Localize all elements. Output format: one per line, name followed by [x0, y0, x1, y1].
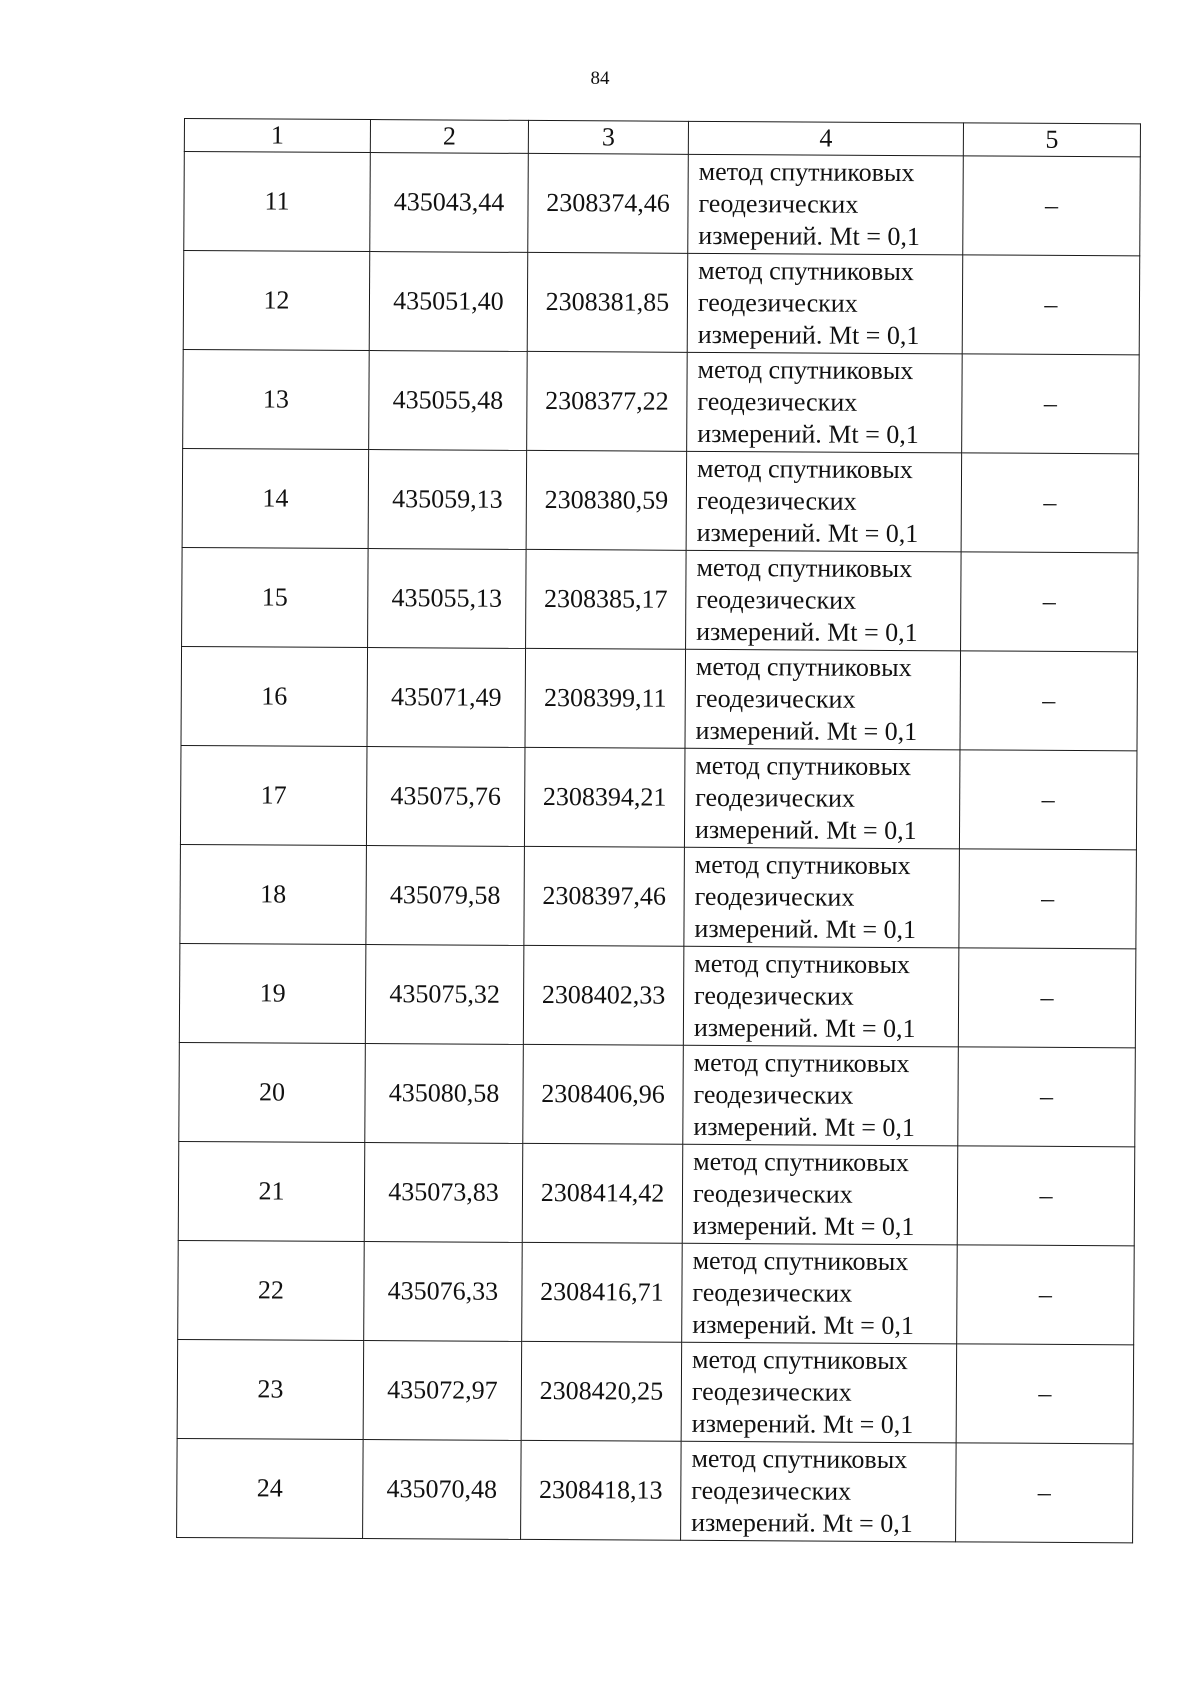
y-coordinate-cell: 2308406,96	[523, 1044, 684, 1144]
point-number-cell: 12	[183, 251, 370, 351]
note-cell: –	[963, 156, 1141, 256]
point-number-cell: 14	[182, 448, 369, 548]
x-coordinate-cell: 435051,40	[369, 252, 528, 352]
method-cell: метод спутниковых геодезических измерений. Mt = 0,1	[687, 253, 963, 354]
note-cell: –	[959, 849, 1137, 949]
x-coordinate-cell: 435055,48	[369, 351, 528, 451]
point-number-cell: 21	[178, 1141, 365, 1241]
method-cell: метод спутниковых геодезических измерений. Mt = 0,1	[687, 352, 963, 453]
y-coordinate-cell: 2308394,21	[524, 747, 685, 847]
method-cell: метод спутниковых геодезических измерений. Mt = 0,1	[688, 154, 964, 255]
y-coordinate-cell: 2308381,85	[527, 252, 688, 352]
method-cell: метод спутниковых геодезических измерений. Mt = 0,1	[682, 1243, 958, 1344]
table-row	[184, 152, 1141, 256]
table-row	[179, 1042, 1136, 1146]
method-cell: метод спутниковых геодезических измерений. Mt = 0,1	[684, 847, 960, 948]
note-cell: –	[961, 453, 1139, 553]
table-row	[177, 1339, 1134, 1443]
x-coordinate-cell: 435071,49	[367, 648, 526, 748]
note-cell: –	[957, 1245, 1135, 1345]
point-number-cell: 15	[182, 547, 369, 647]
table-row	[182, 547, 1139, 651]
note-cell: –	[961, 552, 1139, 652]
y-coordinate-cell: 2308418,13	[521, 1440, 682, 1540]
point-number-cell: 16	[181, 646, 368, 746]
point-number-cell: 22	[178, 1240, 365, 1340]
method-cell: метод спутниковых геодезических измерений. Mt = 0,1	[682, 1144, 958, 1245]
y-coordinate-cell: 2308399,11	[525, 648, 686, 748]
table-row	[178, 1141, 1135, 1245]
x-coordinate-cell: 435076,33	[364, 1242, 523, 1342]
x-coordinate-cell: 435079,58	[366, 846, 525, 946]
note-cell: –	[962, 354, 1140, 454]
note-cell: –	[956, 1443, 1134, 1543]
header-row	[184, 119, 1140, 157]
method-cell: метод спутниковых геодезических измерений. Mt = 0,1	[686, 451, 962, 552]
method-cell: метод спутниковых геодезических измерений. Mt = 0,1	[681, 1441, 957, 1542]
table-row	[178, 1240, 1135, 1344]
method-cell: метод спутниковых геодезических измерений. Mt = 0,1	[686, 550, 962, 651]
table-row	[182, 448, 1139, 552]
table-row	[183, 251, 1140, 355]
x-coordinate-cell: 435059,13	[368, 450, 527, 550]
note-cell: –	[960, 651, 1138, 751]
table-row	[177, 1438, 1134, 1542]
table-header	[184, 119, 1140, 157]
method-cell: метод спутниковых геодезических измерений. Mt = 0,1	[685, 649, 961, 750]
header-col-2: 2	[370, 120, 528, 154]
point-number-cell: 20	[179, 1042, 366, 1142]
y-coordinate-cell: 2308414,42	[522, 1143, 683, 1243]
y-coordinate-cell: 2308380,59	[526, 450, 687, 550]
y-coordinate-cell: 2308397,46	[524, 846, 685, 946]
header-col-5: 5	[963, 123, 1140, 157]
note-cell: –	[956, 1344, 1134, 1444]
note-cell: –	[958, 948, 1136, 1048]
y-coordinate-cell: 2308420,25	[521, 1341, 682, 1441]
y-coordinate-cell: 2308377,22	[527, 351, 688, 451]
x-coordinate-cell: 435080,58	[365, 1044, 524, 1144]
method-cell: метод спутниковых геодезических измерений. Mt = 0,1	[681, 1342, 957, 1443]
x-coordinate-cell: 435075,76	[366, 747, 525, 847]
y-coordinate-cell: 2308402,33	[523, 945, 684, 1045]
x-coordinate-cell: 435075,32	[365, 945, 524, 1045]
x-coordinate-cell: 435055,13	[368, 549, 527, 649]
method-cell: метод спутниковых геодезических измерений. Mt = 0,1	[684, 748, 960, 849]
point-number-cell: 13	[183, 349, 370, 449]
note-cell: –	[958, 1047, 1136, 1147]
table-row	[180, 844, 1137, 948]
point-number-cell: 18	[180, 844, 367, 944]
table-row	[180, 745, 1137, 849]
point-number-cell: 17	[180, 745, 367, 845]
x-coordinate-cell: 435043,44	[370, 153, 529, 253]
note-cell: –	[957, 1146, 1135, 1246]
point-number-cell: 23	[177, 1339, 364, 1439]
method-cell: метод спутниковых геодезических измерений. Mt = 0,1	[683, 1045, 959, 1146]
table-row	[181, 646, 1138, 750]
page-number: 84	[590, 68, 610, 89]
x-coordinate-cell: 435070,48	[363, 1440, 522, 1540]
x-coordinate-cell: 435073,83	[364, 1143, 523, 1243]
point-number-cell: 24	[177, 1438, 364, 1538]
coordinates-table	[176, 118, 1141, 1543]
table-row	[179, 943, 1136, 1047]
note-cell: –	[962, 255, 1140, 355]
note-cell: –	[959, 750, 1137, 850]
header-col-4: 4	[688, 121, 963, 156]
header-col-1: 1	[184, 119, 370, 153]
x-coordinate-cell: 435072,97	[363, 1341, 522, 1441]
y-coordinate-cell: 2308416,71	[522, 1242, 683, 1342]
table-row	[183, 349, 1140, 453]
point-number-cell: 19	[179, 943, 366, 1043]
point-number-cell: 11	[184, 152, 371, 252]
header-col-3: 3	[528, 120, 688, 154]
method-cell: метод спутниковых геодезических измерений. Mt = 0,1	[683, 946, 959, 1047]
table-body	[177, 152, 1141, 1543]
y-coordinate-cell: 2308385,17	[526, 549, 687, 649]
y-coordinate-cell: 2308374,46	[528, 153, 689, 253]
